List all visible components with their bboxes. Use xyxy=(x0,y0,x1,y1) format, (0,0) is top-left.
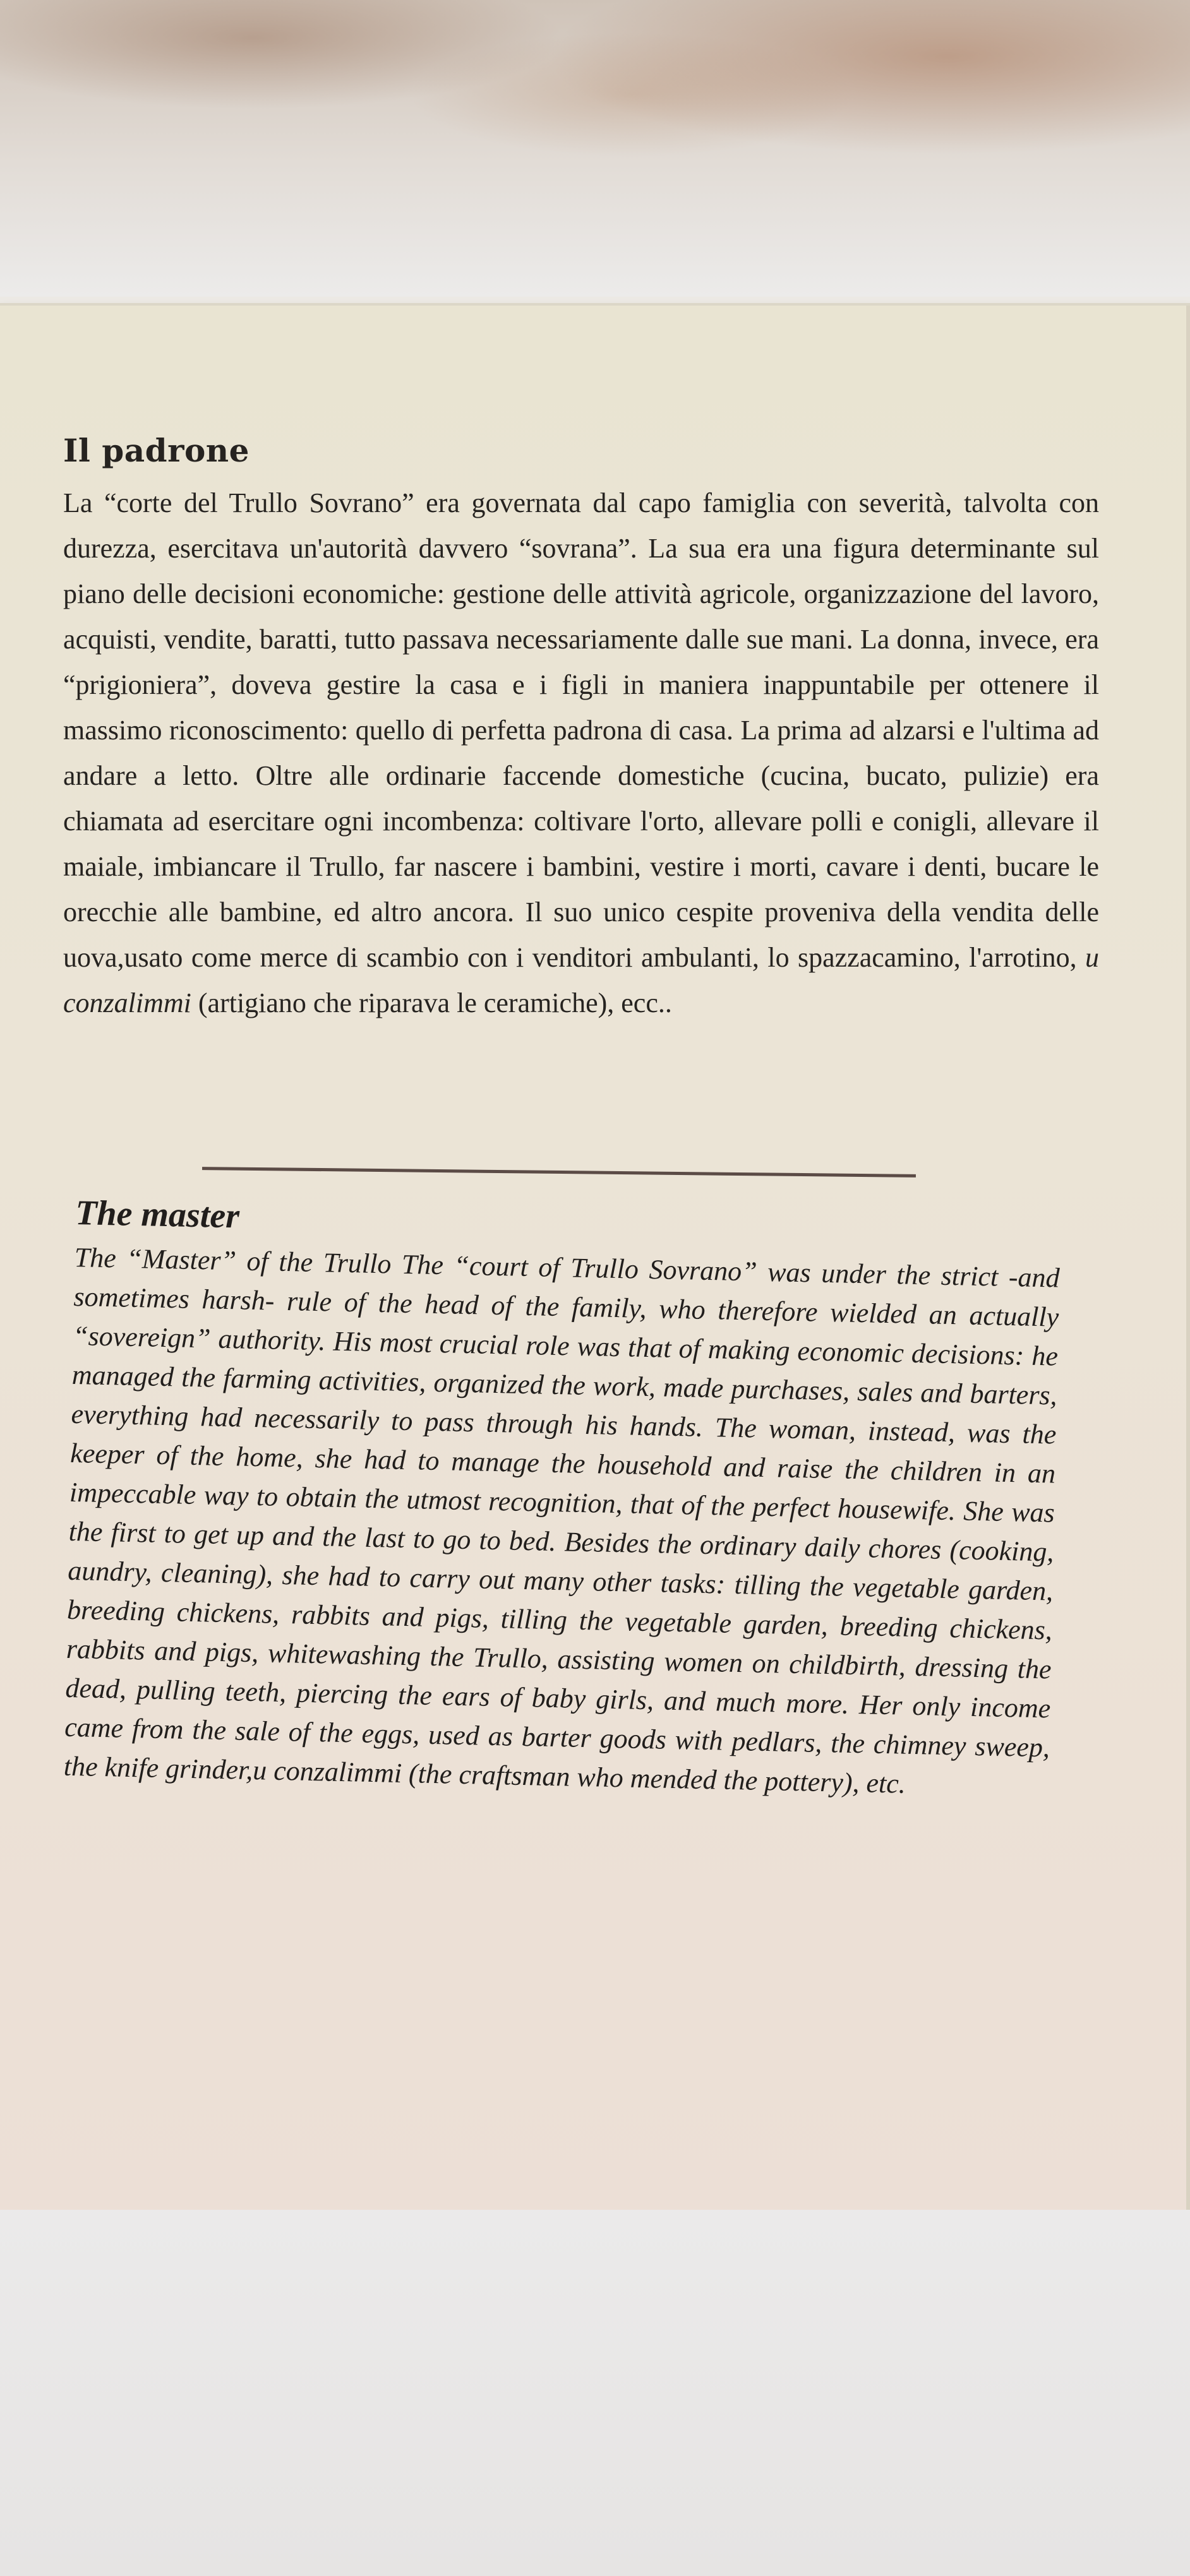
english-body: The “Master” of the Trullo The “court of Trullo Sovrano” was under the strict -and sometimes harsh- rule of the head of the family, who therefore wielded an actually “sovereign” authority. His most crucial role was that of making economic decisions: he managed the farming activities, organized the work, made purchases, sales and barters, everything had necessarily to pass through his hands. The woman, instead, was the keeper of the home, she had to manage the household and raise the children in an impeccable way to obtain the utmost recognition, that of the perfect housewife. She was the first to get up and the last to go to bed. Besides the ordinary daily chores (cooking, aundry, cleaning), she had to carry out many other tasks: tilling the vegetable garden, breeding chickens, rabbits and pigs, tilling the vegetable garden, breeding chickens, rabbits and pigs, whitewashing the Trullo, assisting women on childbirth, dressing the dead, pulling teeth, piercing the ears of baby girls, and much more. Her only income came from the sale of the eggs, used as barter goods with pedlars, the chimney sweep, the knife grinder,u conzalimmi (the craftsman who mended the pottery), etc. xyxy=(63,1241,1061,1799)
italian-title: Il padrone xyxy=(63,432,249,469)
italian-body-italic: u conzalimmi xyxy=(63,942,1100,1018)
wall-bottom xyxy=(0,2210,1190,2576)
section-divider xyxy=(202,1167,916,1178)
italian-body-end: (artigiano che riparava le ceramiche), ecc.. xyxy=(198,987,672,1018)
museum-sign-panel xyxy=(0,303,1190,2219)
wall-top xyxy=(0,0,1190,297)
italian-section xyxy=(63,432,1099,1026)
english-title: The master xyxy=(75,1193,240,1236)
english-section xyxy=(63,1193,1061,1806)
italian-body-text: La “corte del Trullo Sovrano” era governata dal capo famiglia con severità, talvolta con durezza, esercitava un'autorità davvero “sovrana”. La sua era una figura determinante sul piano delle decisioni economiche: gestione delle attività agricole, organizzazione del lavoro, acquisti, vendite, baratti, tutto passava necessariamente dalle sue mani. La donna, invece, era “prigioniera”, doveva gestire la casa e i figli in maniera inappuntabile per ottenere il massimo riconoscimento: quello di perfetta padrona di casa. La prima ad alzarsi e l'ultima ad andare a letto. Oltre alle ordinarie faccende domestiche (cucina, bucato, pulizie) era chiamata ad esercitare ogni incombenza: coltivare l'orto, allevare polli e conigli, allevare il maiale, imbiancare il Trullo, far nascere i bambini, vestire i morti, cavare i denti, bucare le orecchie alle bambine, ed altro ancora. Il suo unico cespite proveniva della vendita delle uova,usato come merce di scambio con i venditori ambulanti, lo spazzacamino, l'arrotino, xyxy=(63,487,1099,973)
italian-body xyxy=(63,480,1099,1026)
